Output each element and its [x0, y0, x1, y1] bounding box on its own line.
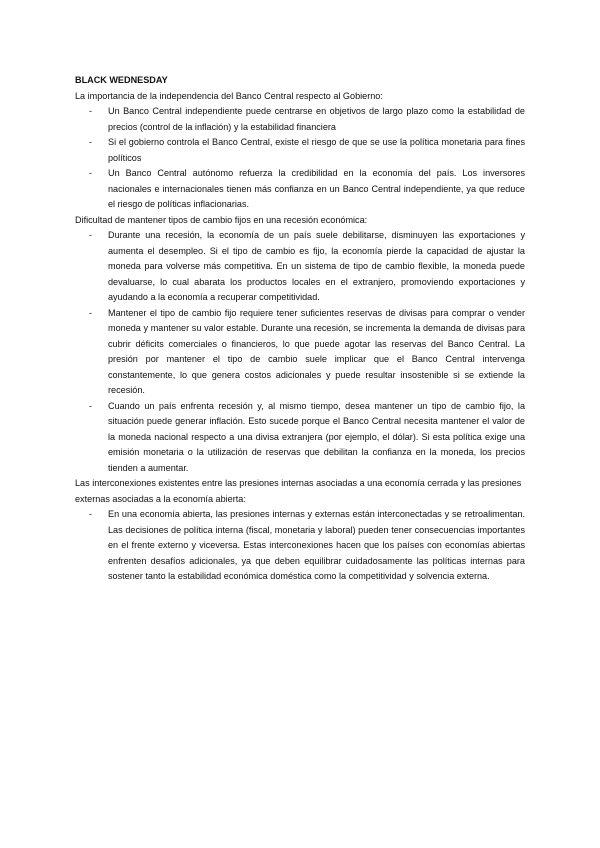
- list-item-text: Cuando un país enfrenta recesión y, al mismo tiempo, desea mantener un tipo de cambio fijo, la situación puede generar inflación. Esto sucede porque el Banco Central necesita mantener el valor de la moneda nacional respecto a una divisa extranjera (por ejemplo, el dólar). Si esta política exige una emisión monetaria o la utilización de reservas que debilitan la confianza en la moneda, los precios tienden a aumentar.: [108, 400, 525, 473]
- bullet-dash: -: [89, 307, 93, 318]
- section-heading: Dificultad de mantener tipos de cambio fijos en una recesión económica:: [75, 214, 368, 225]
- document-title: BLACK WEDNESDAY: [75, 75, 168, 85]
- list-item: [75, 399, 525, 477]
- bullet-list: [75, 104, 525, 213]
- bullet-dash: -: [89, 400, 93, 411]
- list-item: [75, 166, 525, 213]
- bullet-list: [75, 228, 525, 476]
- list-item: [75, 104, 525, 135]
- list-item: [75, 306, 525, 399]
- list-item-text: Mantener el tipo de cambio fijo requiere tener suficientes reservas de divisas para comprar o vender moneda y mantener su valor estable. Durante una recesión, se incrementa la demanda de divisas para cubrir déficits comerciales o financieros, lo que puede agotar las reservas del Banco Central. La presión por mantener el tipo de cambio suele implicar que el Banco Central intervenga constantemente, lo que genera costos adicionales y puede resultar insostenible si se extiende la recesión.: [108, 307, 525, 395]
- list-item-text: Un Banco Central autónomo refuerza la credibilidad en la economía del país. Los inversores nacionales e internacionales tienen más confianza en un Banco Central independiente, ya que reduce el riesgo de políticas inflacionarias.: [108, 168, 525, 209]
- section-3: [75, 476, 525, 585]
- bullet-dash: -: [89, 106, 93, 116]
- list-item-text: Durante una recesión, la economía de un país suele debilitarse, disminuyen las exportaciones y aumenta el desempleo. Si el tipo de cambio es fijo, la economía pierde la capacidad de ajustar la moneda para volverse más competitiva. En un sistema de tipo de cambio flexible, la moneda puede devaluarse, lo cual abarata los productos locales en el extranjero, promoviendo exportaciones y ayudando a la economía a recuperar competitividad.: [108, 230, 525, 302]
- section-1: [75, 89, 525, 213]
- bullet-dash: -: [89, 509, 93, 519]
- bullet-dash: -: [89, 137, 93, 147]
- list-item: [75, 507, 525, 585]
- list-item-text: En una economía abierta, las presiones internas y externas están interconectadas y se retroalimentan. Las decisiones de política interna (fiscal, monetaria y laboral) pueden tener consecuencias importantes en el frente externo y viceversa. Estas interconexiones hacen que los países con economías abiertas enfrenten desafíos adicionales, ya que deben equilibrar cuidadosamente las políticas internas para sostener tanto la estabilidad económica doméstica como la competitividad y solvencia externa.: [108, 509, 525, 581]
- section-heading: Las interconexiones existentes entre las presiones internas asociadas a una economía cerrada y las presiones externas asociadas a la economía abierta:: [75, 478, 522, 504]
- bullet-dash: -: [89, 230, 93, 240]
- bullet-dash: -: [89, 168, 93, 178]
- list-item-text: Si el gobierno controla el Banco Central, existe el riesgo de que se use la política monetaria para fines políticos: [108, 137, 525, 163]
- section-heading: La importancia de la independencia del Banco Central respecto al Gobierno:: [75, 90, 383, 101]
- bullet-list: [75, 507, 525, 585]
- list-item-text: Un Banco Central independiente puede centrarse en objetivos de largo plazo como la estabilidad de precios (control de la inflación) y la estabilidad financiera: [108, 106, 525, 132]
- list-item: [75, 228, 525, 306]
- section-2: [75, 213, 525, 477]
- list-item: [75, 135, 525, 166]
